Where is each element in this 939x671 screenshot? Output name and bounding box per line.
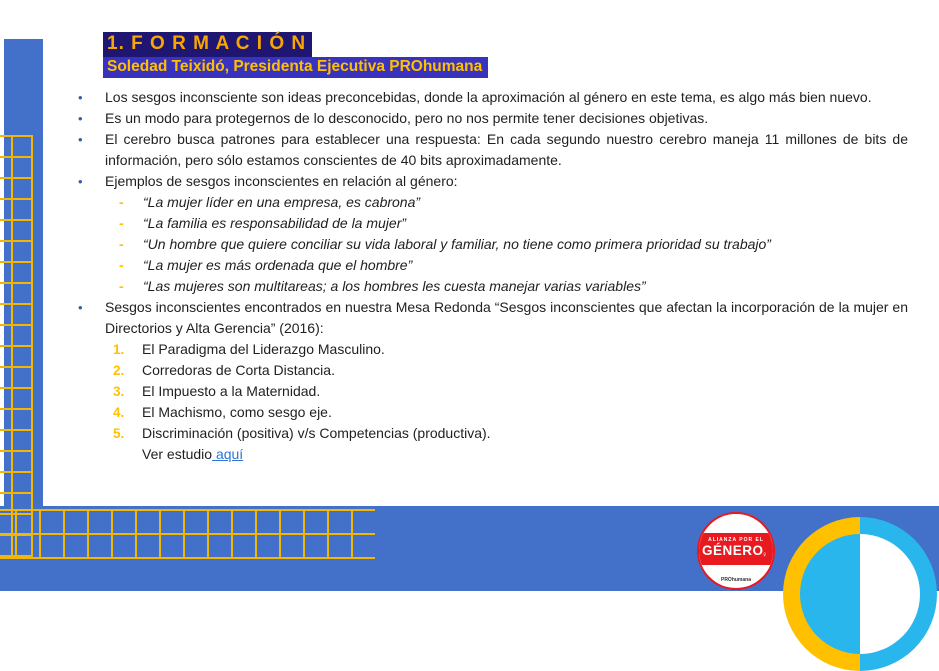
bullet-text: Los sesgos inconsciente son ideas preconcebidas, donde la aproximación al género en este tema, es algo más bien nuevo. xyxy=(105,89,872,105)
bullet-item xyxy=(78,108,908,129)
bullet-text: El cerebro busca patrones para establecer una respuesta: En cada segundo nuestro cerebro maneja 11 millones de bits de información, pero sólo estamos conscientes de 40 bits aproximadamente. xyxy=(105,131,908,168)
bullet-dot-icon: • xyxy=(78,174,83,189)
numbered-item xyxy=(113,360,908,381)
quote-item xyxy=(119,255,908,276)
donut-chart-decoration xyxy=(783,517,937,671)
slide-header xyxy=(103,32,488,78)
numbered-item xyxy=(113,402,908,423)
quote-text: “La familia es responsabilidad de la mujer” xyxy=(143,215,407,231)
bullet-dot-icon: • xyxy=(78,132,83,147)
left-grid-decoration xyxy=(0,135,33,559)
list-number: 4. xyxy=(113,405,125,420)
numbered-text: El Paradigma del Liderazgo Masculino. xyxy=(142,341,385,357)
numbered-text: El Machismo, como sesgo eje. xyxy=(142,404,332,420)
numbered-text: Corredoras de Corta Distancia. xyxy=(142,362,335,378)
logo-title: GÉNERO♀ xyxy=(701,543,768,559)
numbered-text: El Impuesto a la Maternidad. xyxy=(142,383,321,399)
numbered-text: Discriminación (positiva) v/s Competencias (productiva). xyxy=(142,425,491,441)
numbered-item xyxy=(113,423,908,444)
bullet-item xyxy=(78,129,908,171)
list-number: 2. xyxy=(113,363,125,378)
quote-text: “La mujer líder en una empresa, es cabrona” xyxy=(143,194,421,210)
slide-body xyxy=(78,87,908,465)
donut-inner-disc xyxy=(800,534,920,654)
list-number: 1. xyxy=(113,342,125,357)
quote-item xyxy=(119,192,908,213)
slide-subtitle: Soledad Teixidó, Presidenta Ejecutiva PROhumana xyxy=(103,57,488,78)
numbered-item xyxy=(113,381,908,402)
bullet-text: Es un modo para protegernos de lo desconocido, pero no nos permite tener decisiones objetivas. xyxy=(105,110,709,126)
quote-item xyxy=(119,276,908,297)
dash-icon: - xyxy=(119,278,124,294)
bullet-item xyxy=(78,171,908,192)
quote-text: “Las mujeres son multitareas; a los hombres les cuesta manejar varias variables” xyxy=(143,278,646,294)
bullet-text: Sesgos inconscientes encontrados en nuestra Mesa Redonda “Sesgos inconscientes que afectan la incorporación de la mujer en Directorios y Alta Gerencia” (2016): xyxy=(105,299,908,336)
dash-icon: - xyxy=(119,215,124,231)
bullet-item xyxy=(78,87,908,108)
quote-text: “Un hombre que quiere conciliar su vida laboral y familiar, no tiene como primera prioridad su trabajo” xyxy=(143,236,771,252)
bottom-grid-decoration xyxy=(0,509,375,559)
study-text: Ver estudio aquí xyxy=(142,446,244,462)
bullet-dot-icon: • xyxy=(78,300,83,315)
quote-text: “La mujer es más ordenada que el hombre” xyxy=(143,257,413,273)
quote-item xyxy=(119,213,908,234)
study-line xyxy=(142,444,908,465)
venus-icon: ♀ xyxy=(761,550,768,559)
dash-icon: - xyxy=(119,194,124,210)
dash-icon: - xyxy=(119,236,124,252)
logo-tagline: ALIANZA POR EL xyxy=(708,537,764,543)
bullet-item xyxy=(78,297,908,339)
list-number: 3. xyxy=(113,384,125,399)
list-number: 5. xyxy=(113,426,125,441)
bullet-dot-icon: • xyxy=(78,90,83,105)
study-link[interactable]: aquí xyxy=(212,446,244,462)
logo-brand: PROhumana xyxy=(720,577,751,583)
slide-title: 1. F O R M A C I Ó N xyxy=(103,32,312,57)
dash-icon: - xyxy=(119,257,124,273)
bullet-dot-icon: • xyxy=(78,111,83,126)
bullet-text: Ejemplos de sesgos inconscientes en relación al género: xyxy=(105,173,458,189)
quote-item xyxy=(119,234,908,255)
logo-red-band xyxy=(699,533,773,565)
numbered-item xyxy=(113,339,908,360)
alianza-por-el-genero-logo xyxy=(697,512,775,590)
